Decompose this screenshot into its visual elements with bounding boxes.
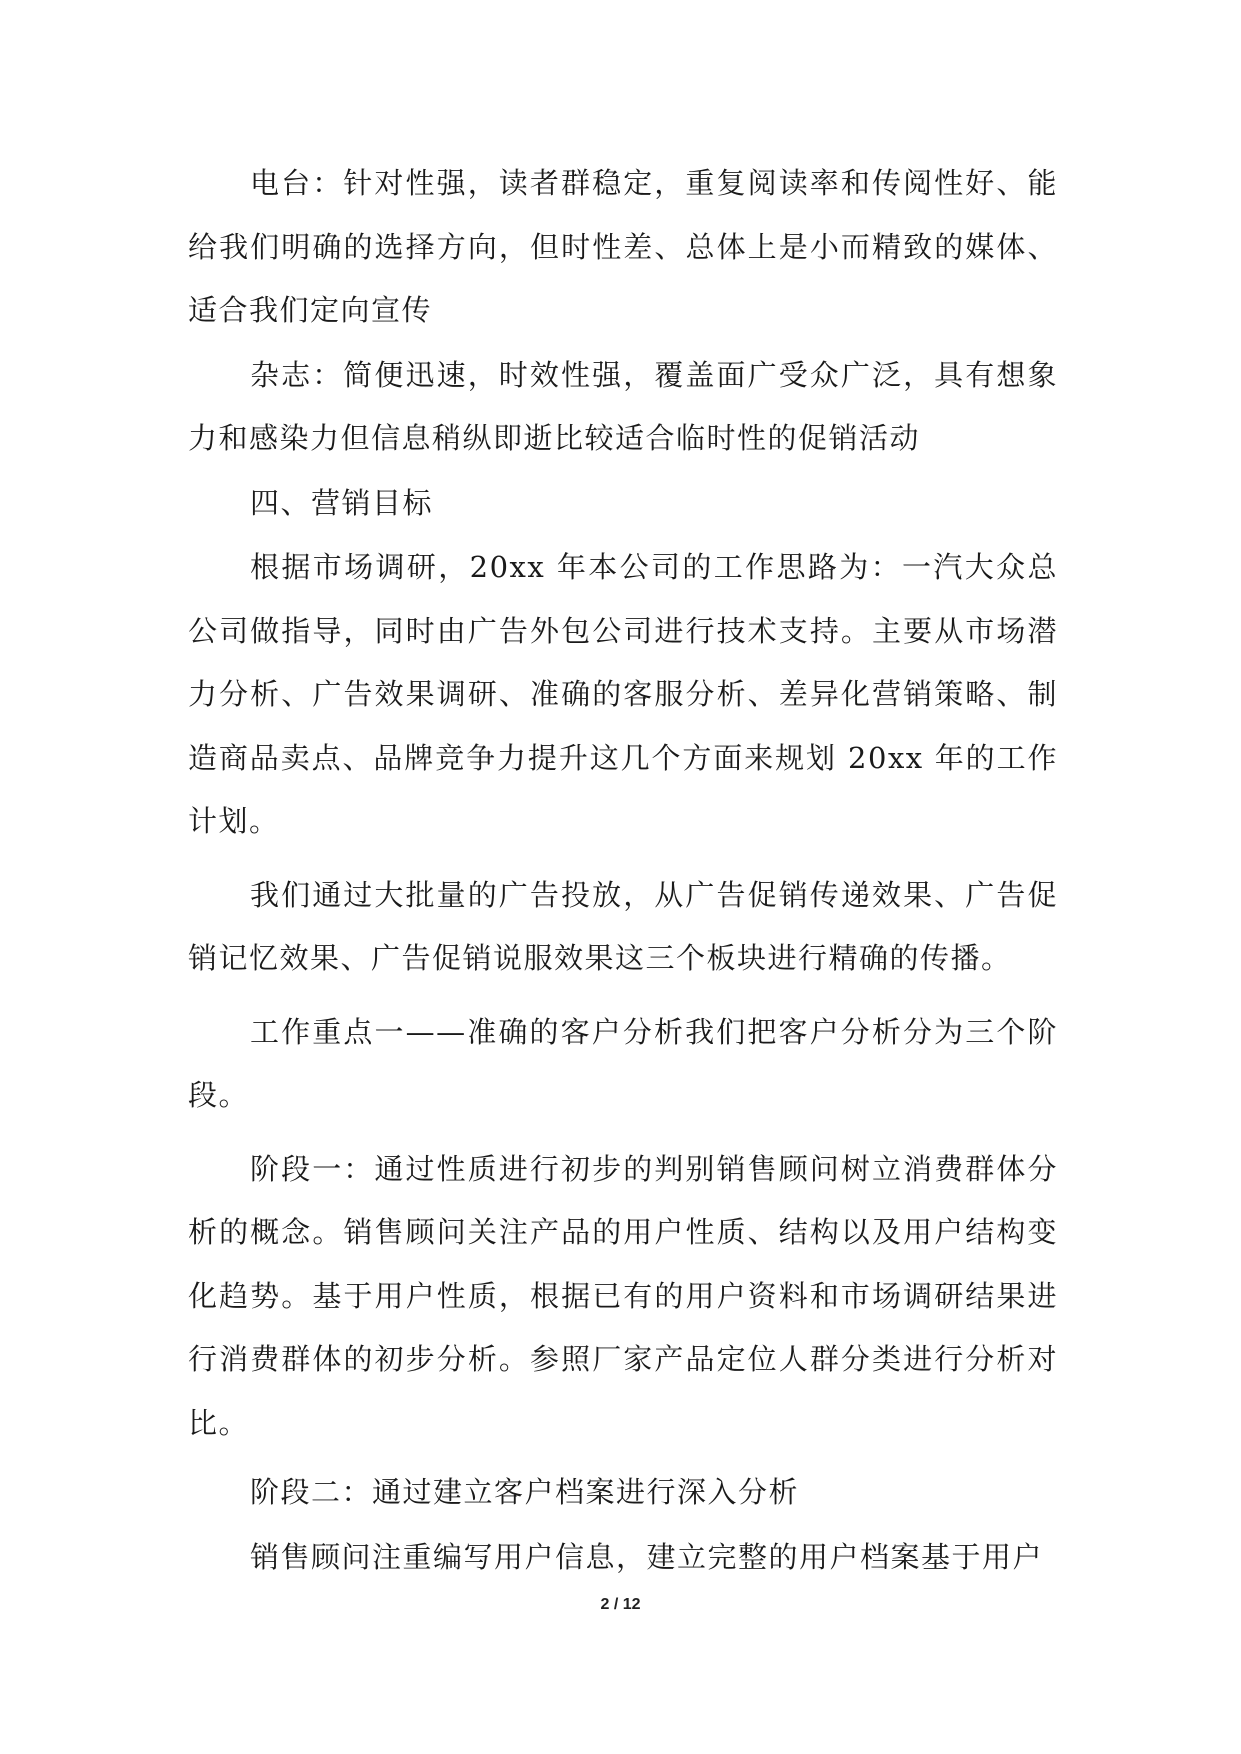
page-number: 2 / 12 (600, 1596, 641, 1613)
paragraph-stage-one: 阶段一：通过性质进行初步的判别销售顾问树立消费群体分析的概念。销售顾问关注产品的用户性质、结构以及用户结构变化趋势。基于用户性质，根据已有的用户资料和市场调研结果进行消费群体的初步分析。参照厂家产品定位人群分类进行分析对比。 (188, 1151, 1058, 1440)
paragraph-magazine: 杂志：简便迅速，时效性强，覆盖面广受众广泛，具有想象力和感染力但信息稍纵即逝比较适合临时性的促销活动 (188, 357, 1058, 455)
paragraph-radio: 电台：针对性强，读者群稳定，重复阅读率和传阅性好、能给我们明确的选择方向，但时性差、总体上是小而精致的媒体、适合我们定向宣传 (188, 166, 1058, 327)
paragraph-advertising: 我们通过大批量的广告投放，从广告促销传递效果、广告促销记忆效果、广告促销说服效果这三个板块进行精确的传播。 (188, 877, 1058, 975)
paragraph-customer-profile: 销售顾问注重编写用户信息，建立完整的用户档案基于用户 (250, 1539, 1044, 1574)
paragraph-work-plan: 根据市场调研，20xx 年本公司的工作思路为：一汽大众总公司做指导，同时由广告外包公司进行技术支持。主要从市场潜力分析、广告效果调研、准确的客服分析、差异化营销策略、制造商品卖点、品牌竞争力提升这几个方面来规划 20xx 年的工作计划。 (188, 550, 1058, 838)
document-body (188, 152, 1058, 1589)
paragraph-work-focus: 工作重点一——准确的客户分析我们把客户分析分为三个阶段。 (188, 1014, 1058, 1112)
paragraph-stage-two: 阶段二：通过建立客户档案进行深入分析 (250, 1475, 800, 1509)
section-heading-marketing-goals: 四、营销目标 (250, 485, 434, 520)
